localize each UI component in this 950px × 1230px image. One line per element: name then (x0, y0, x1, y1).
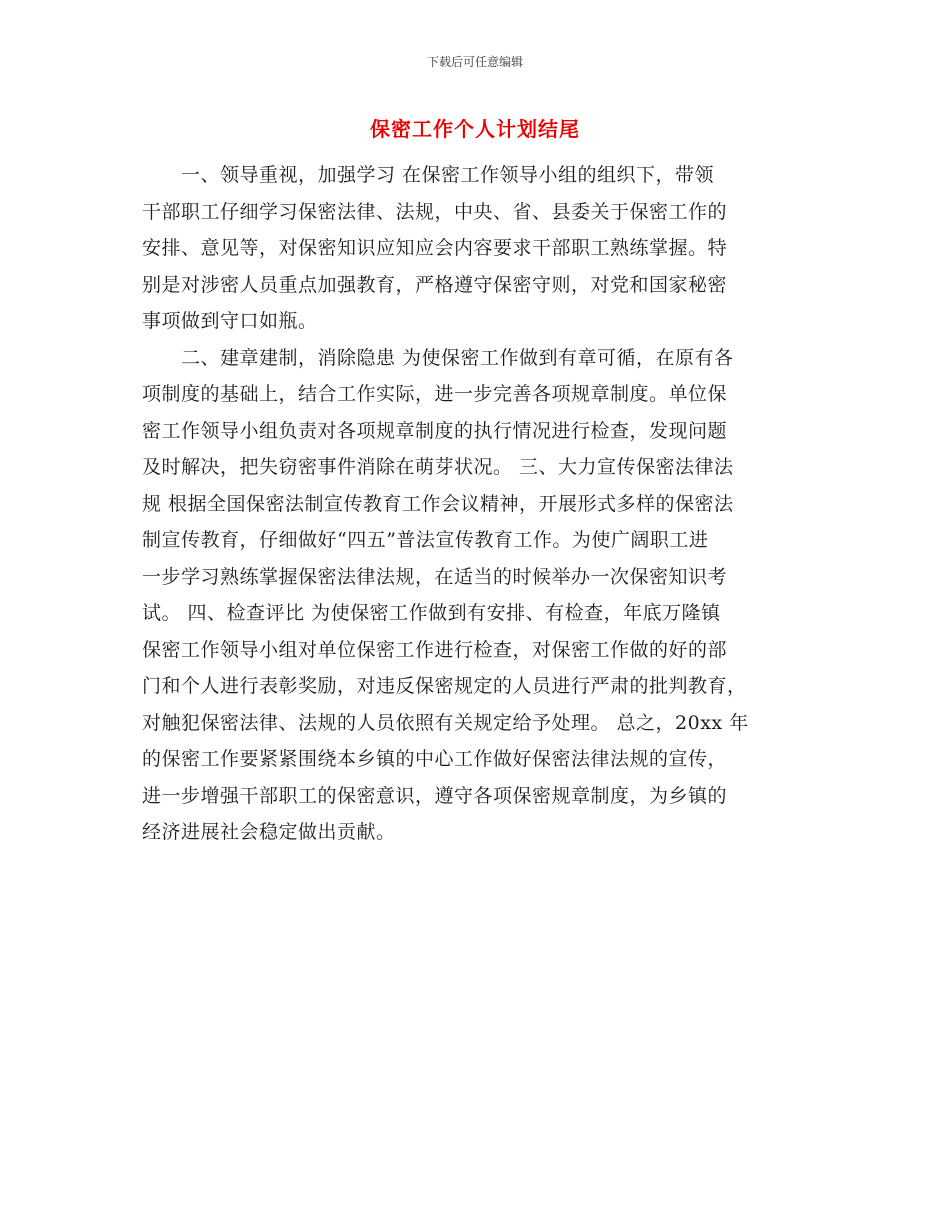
body-line: 进一步增强干部职工的保密意识，遵守各项保密规章制度，为乡镇的 (142, 784, 728, 807)
body-line: 二、建章建制，消除隐患 为使保密工作做到有章可循，在原有各 (142, 346, 734, 369)
body-line: 规 根据全国保密法制宣传教育工作会议精神，开展形式多样的保密法 (142, 492, 734, 515)
body-line: 一、领导重视，加强学习 在保密工作领导小组的组织下，带领 (142, 164, 715, 186)
document-body (142, 157, 808, 851)
body-line: 保密工作领导小组对单位保密工作进行检查，对保密工作做的好的部 (142, 638, 728, 661)
body-line: 事项做到守口如瓶。 (142, 310, 318, 332)
body-line: 干部职工仔细学习保密法律、法规，中央、省、县委关于保密工作的 (142, 200, 728, 223)
body-line: 对触犯保密法律、法规的人员依照有关规定给予处理。 总之，20xx 年 (142, 711, 749, 734)
body-line: 一步学习熟练掌握保密法律法规，在适当的时候举办一次保密知识考 (142, 565, 728, 588)
body-line: 别是对涉密人员重点加强教育，严格遵守保密守则，对党和国家秘密 (142, 273, 728, 296)
body-line: 试。 四、检查评比 为使保密工作做到有安排、有检查，年底万隆镇 (142, 602, 721, 624)
body-line: 密工作领导小组负责对各项规章制度的执行情况进行检查，发现问题 (142, 419, 728, 442)
body-line: 安排、意见等，对保密知识应知应会内容要求干部职工熟练掌握。特 (142, 237, 728, 259)
body-line: 及时解决，把失窃密事件消除在萌芽状况。 三、大力宣传保密法律法 (142, 456, 734, 478)
body-line: 门和个人进行表彰奖励，对违反保密规定的人员进行严肃的批判教育， (142, 675, 747, 697)
document-title: 保密工作个人计划结尾 (370, 117, 580, 141)
body-line: 项制度的基础上，结合工作实际，进一步完善各项规章制度。单位保 (142, 383, 728, 405)
body-line: 经济进展社会稳定做出贡献。 (142, 821, 396, 843)
body-line: 的保密工作要紧紧围绕本乡镇的中心工作做好保密法律法规的宣传， (142, 748, 728, 770)
body-line: 制宣传教育，仔细做好“四五”普法宣传教育工作。为使广阔职工进 (142, 529, 709, 551)
header-note: 下载后可任意编辑 (426, 55, 523, 69)
